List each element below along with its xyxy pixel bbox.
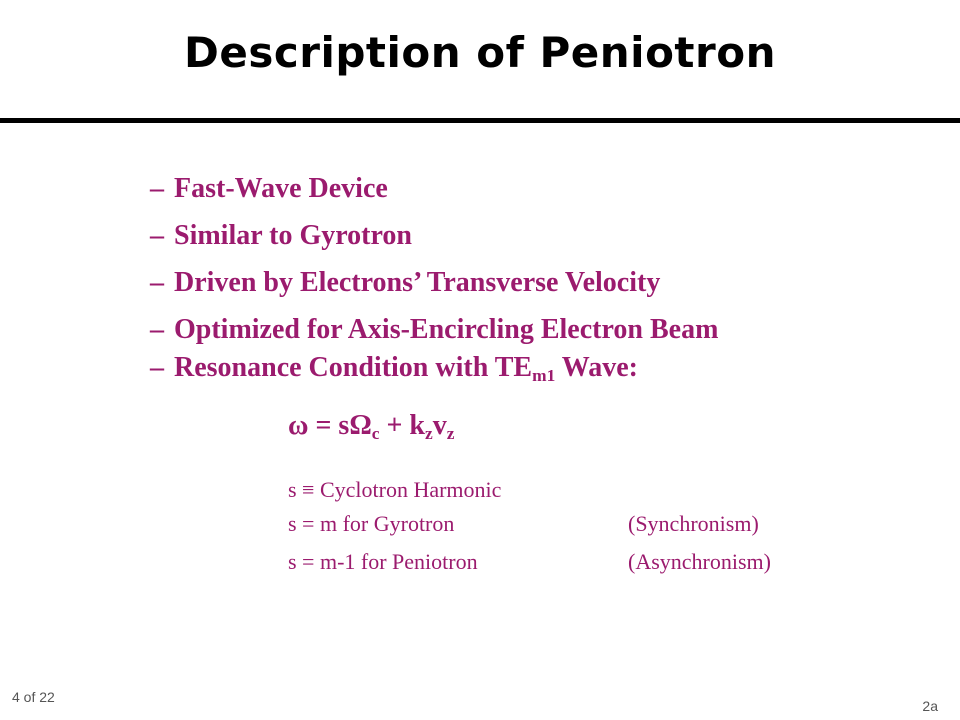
bullet-text: Similar to Gyrotron	[174, 220, 412, 251]
bullet-text: Optimized for Axis-Encircling Electron Beam	[174, 314, 719, 345]
definition-left: s ≡ Cyclotron Harmonic	[288, 477, 502, 502]
definition-left: s = m-1 for Peniotron	[288, 549, 478, 574]
subscript-c: c	[371, 424, 380, 443]
bullet-dash: –	[150, 267, 164, 298]
bullet-item	[150, 217, 718, 264]
resonance-suffix: Wave:	[555, 352, 638, 383]
bullet-dash: –	[150, 220, 164, 251]
definitions	[288, 476, 848, 586]
bullet-item	[150, 170, 718, 217]
slide-title: Description of Peniotron	[184, 28, 776, 77]
page-counter: 4 of 22	[12, 689, 55, 705]
definition-row	[288, 548, 848, 586]
capital-omega-symbol: Ω	[349, 410, 372, 441]
subscript-z: z	[425, 424, 433, 443]
definition-left: s = m for Gyrotron	[288, 511, 455, 536]
definition-row	[288, 510, 848, 548]
bullet-text: Fast-Wave Device	[174, 173, 388, 204]
definition-right: (Asynchronism)	[628, 549, 771, 574]
bullet-item	[150, 264, 718, 311]
resonance-equation	[288, 410, 454, 444]
bullet-dash: –	[150, 352, 164, 383]
definition-row	[288, 476, 848, 510]
mode-subscript: m1	[532, 366, 556, 385]
equation-part: v	[432, 410, 447, 441]
bullet-list	[150, 170, 718, 396]
bullet-item-resonance	[150, 349, 718, 396]
slide-code: 2a	[922, 698, 938, 714]
equation-part: = s	[308, 410, 350, 441]
equation-part: + k	[379, 410, 425, 441]
omega-symbol: ω	[288, 410, 309, 441]
bullet-dash: –	[150, 314, 164, 345]
definition-right: (Synchronism)	[628, 511, 759, 536]
title-divider	[0, 118, 960, 123]
bullet-item	[150, 311, 718, 349]
bullet-text: Driven by Electrons’ Transverse Velocity	[174, 267, 661, 298]
subscript-z: z	[446, 424, 455, 443]
resonance-prefix: Resonance Condition with TE	[174, 352, 533, 383]
bullet-dash: –	[150, 173, 164, 204]
